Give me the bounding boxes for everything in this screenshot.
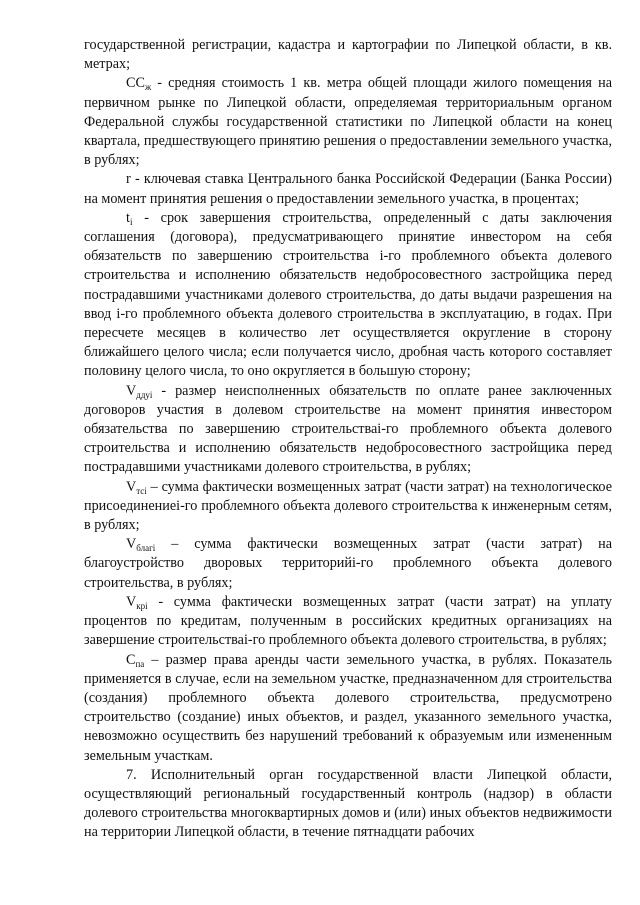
paragraph-text: - размер неисполненных обязательств по оплате ранее заключенных договоров участия в долевом строительстве на момент принятия инвестором обязательства по завершению строительстваi-го проблемного объекта долевого строительства и исполнению обязательств недобросовестного застройщика перед пострадавшими участниками долевого строительства, в рублях; (84, 382, 612, 476)
paragraph-text: – размер права аренды части земельного участка, в рублях. Показатель применяется в случае, если на земельном участке, предназначенном для строительства (создания) проблемного объекта долевого строительства, предусмотрено строительство (создание) иных объектов, и раздел, указанного земельного участка, невозможно осуществить без нарушений требований к образуемым или измененным земельным участкам. (84, 651, 612, 764)
symbol-subscript: па (135, 658, 145, 669)
paragraph-text: – сумма фактически возмещенных затрат (части затрат) на благоустройство дворовых территорийi-го проблемного объекта долевого строительства, в рублях; (84, 536, 612, 591)
paragraph-text: - сумма фактически возмещенных затрат (части затрат) на уплату процентов по кредитам, полученным в российских кредитных организациях на завершение строительстваi-го проблемного объекта долевого строительства, в рублях; (84, 593, 612, 649)
paragraph-text: государственной регистрации, кадастра и картографии по Липецкой области, в кв. метрах; (84, 37, 612, 73)
paragraph-1 (84, 36, 612, 74)
symbol-subscript: i (129, 216, 133, 227)
paragraph-4 (84, 209, 612, 382)
symbol: t (126, 209, 130, 226)
paragraph-8 (84, 593, 612, 651)
paragraph-text: - срок завершения строительства, определенный с даты заключения соглашения (договора), предусматривающего принятие инвестором на себя обязательств по завершению строительства i-го проблемного объекта долевого строительства и исполнению обязательств недобросовестного застройщика перед пострадавшими участниками долевого строительства, до даты выдачи разрешения на ввод i-го проблемного объекта долевого строительства в эксплуатацию, в годах. При пересчете месяцев в количество лет осуществляется округление в сторону ближайшего целого числа; если получается число, дробная часть которого составляет половину целого числа, то оно округляется в большую сторону; (84, 209, 612, 380)
symbol: СС (126, 75, 145, 92)
paragraph-5 (84, 382, 612, 478)
paragraph-3 (84, 170, 612, 208)
document-page (84, 36, 612, 843)
symbol: V (126, 382, 137, 399)
paragraph-text: – сумма фактически возмещенных затрат (части затрат) на технологическое присоединениеi-го проблемного объекта долевого строительства к инженерным сетям, в рублях; (84, 478, 612, 534)
paragraph-text: 7. Исполнительный орган государственной власти Липецкой области, осуществляющий региональный государственный контроль (надзор) в области долевого строительства многоквартирных домов и (или) иных объектов недвижимости на территории Липецкой области, в течение пятнадцати рабочих (84, 766, 612, 841)
paragraph-2 (84, 74, 612, 170)
paragraph-text: - средняя стоимость 1 кв. метра общей площади жилого помещения на первичном рынке по Липецкой области, определяемая территориальным органом Федеральной службы государственной статистики по Липецкой области на конец квартала, предшествующего принятию решения о предоставлении земельного участка, в рублях; (84, 75, 612, 169)
symbol-subscript: благi (136, 543, 156, 554)
paragraph-10 (84, 766, 612, 843)
paragraph-6 (84, 478, 612, 536)
symbol-subscript: ддуi (136, 389, 153, 400)
symbol: V (126, 536, 137, 553)
symbol: С (126, 651, 136, 668)
symbol-subscript: тсi (136, 485, 147, 496)
paragraph-7 (84, 535, 612, 593)
symbol: V (126, 478, 137, 495)
paragraph-9 (84, 651, 612, 766)
paragraph-text: r - ключевая ставка Центрального банка Российской Федерации (Банка России) на момент принятия решения о предоставлении земельного участка, в процентах; (84, 171, 612, 207)
symbol-subscript: крi (136, 600, 148, 611)
symbol: V (126, 593, 137, 610)
symbol-subscript: ж (144, 82, 152, 93)
